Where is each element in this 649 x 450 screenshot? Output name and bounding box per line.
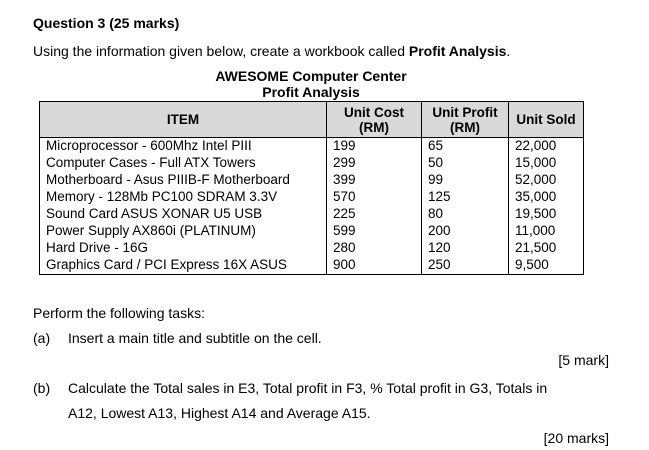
cell-cost: 299 <box>327 155 422 172</box>
table-row <box>40 206 584 223</box>
table-row <box>40 138 584 156</box>
cell-sold: 11,000 <box>509 223 584 240</box>
question-title: Question 3 (25 marks) <box>33 15 180 31</box>
header-item: ITEM <box>40 102 327 138</box>
cell-profit: 250 <box>422 257 509 275</box>
table-main-title: AWESOME Computer Center <box>215 68 407 84</box>
cell-sold: 35,000 <box>509 189 584 206</box>
cell-cost: 599 <box>327 223 422 240</box>
cell-profit: 65 <box>422 138 509 156</box>
cell-sold: 21,500 <box>509 240 584 257</box>
table-row <box>40 189 584 206</box>
task-b-text-line2: A12, Lowest A13, Highest A14 and Average A15. <box>68 405 371 421</box>
header-unit-profit-line1: Unit Profit <box>432 104 498 120</box>
cell-profit: 125 <box>422 189 509 206</box>
cell-item: Motherboard - Asus PIIIB-F Motherboard <box>40 172 327 189</box>
task-b-text-line1: Calculate the Total sales in E3, Total profit in F3, % Total profit in G3, Totals in <box>68 380 548 396</box>
profit-table <box>39 101 584 275</box>
cell-item: Sound Card ASUS XONAR U5 USB <box>40 206 327 223</box>
instruction-prefix: Using the information given below, create a workbook called <box>33 43 409 59</box>
cell-cost: 280 <box>327 240 422 257</box>
cell-sold: 9,500 <box>509 257 584 275</box>
cell-item: Memory - 128Mb PC100 SDRAM 3.3V <box>40 189 327 206</box>
table-subtitle: Profit Analysis <box>262 84 360 100</box>
task-a-marks: [5 mark] <box>558 352 609 368</box>
cell-sold: 52,000 <box>509 172 584 189</box>
table-row <box>40 155 584 172</box>
header-row <box>40 102 584 138</box>
cell-cost: 225 <box>327 206 422 223</box>
task-b-marks: [20 marks] <box>543 430 609 446</box>
cell-profit: 50 <box>422 155 509 172</box>
workbook-name: Profit Analysis <box>408 43 507 59</box>
cell-cost: 199 <box>327 138 422 156</box>
cell-profit: 120 <box>422 240 509 257</box>
question-instruction <box>33 43 510 59</box>
header-unit-cost <box>327 102 422 138</box>
cell-item: Hard Drive - 16G <box>40 240 327 257</box>
task-a-label: (a) <box>33 330 51 346</box>
header-unit-profit-line2: (RM) <box>450 119 480 135</box>
cell-item: Microprocessor - 600Mhz Intel PIII <box>40 138 327 156</box>
cell-item: Computer Cases - Full ATX Towers <box>40 155 327 172</box>
cell-item: Power Supply AX860i (PLATINUM) <box>40 223 327 240</box>
cell-sold: 22,000 <box>509 138 584 156</box>
cell-cost: 900 <box>327 257 422 275</box>
cell-profit: 200 <box>422 223 509 240</box>
table-row <box>40 172 584 189</box>
cell-profit: 99 <box>422 172 509 189</box>
table-row <box>40 257 584 275</box>
tasks-intro: Perform the following tasks: <box>33 305 205 321</box>
header-unit-profit <box>422 102 509 138</box>
cell-cost: 399 <box>327 172 422 189</box>
task-b-label: (b) <box>33 380 51 396</box>
cell-sold: 19,500 <box>509 206 584 223</box>
cell-cost: 570 <box>327 189 422 206</box>
header-unit-sold: Unit Sold <box>509 102 584 138</box>
instruction-suffix: . <box>506 43 511 59</box>
table-row <box>40 240 584 257</box>
header-unit-cost-line1: Unit Cost <box>344 104 404 120</box>
cell-item: Graphics Card / PCI Express 16X ASUS <box>40 257 327 275</box>
table-row <box>40 223 584 240</box>
cell-sold: 15,000 <box>509 155 584 172</box>
task-a-text: Insert a main title and subtitle on the cell. <box>68 330 322 346</box>
cell-profit: 80 <box>422 206 509 223</box>
header-unit-cost-line2: (RM) <box>359 119 389 135</box>
